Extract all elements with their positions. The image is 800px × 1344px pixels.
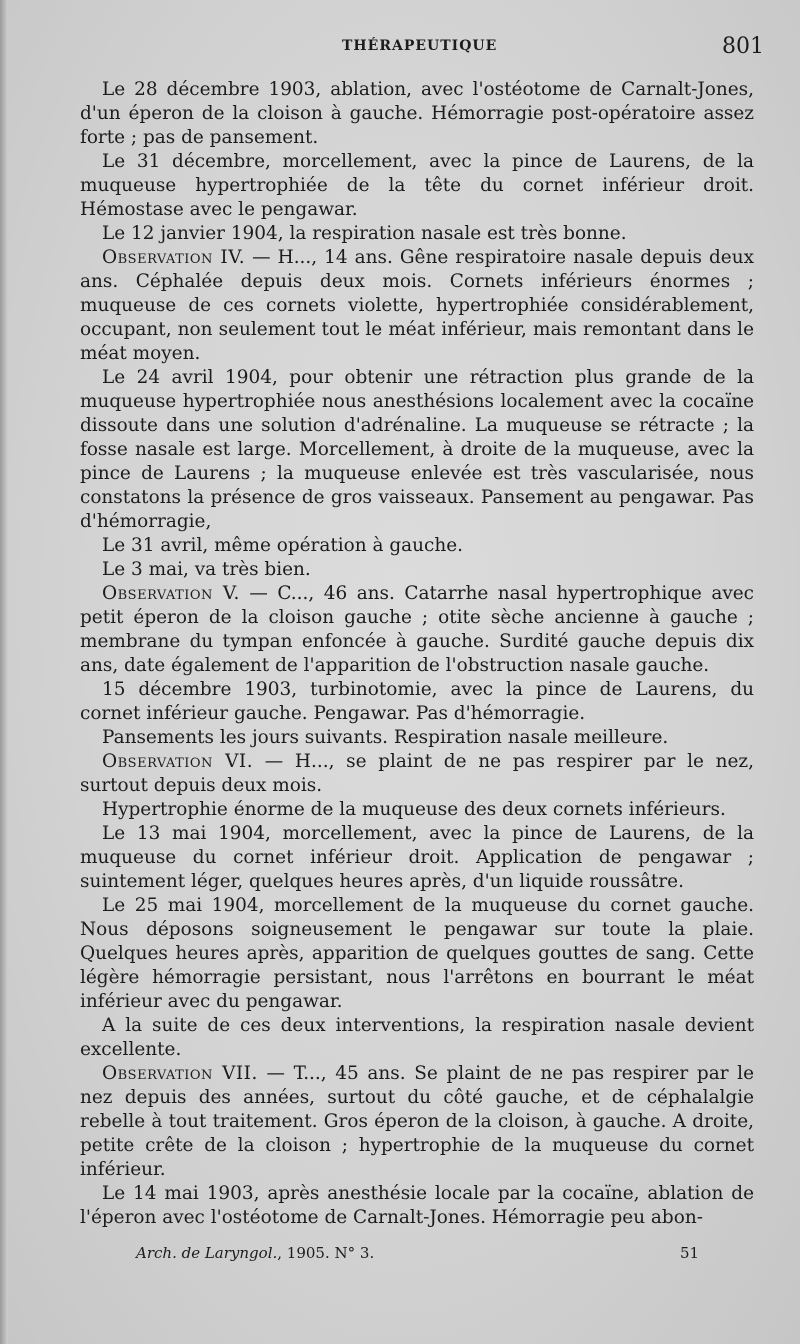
- paragraph: [80, 1182, 754, 1230]
- paragraph: [80, 222, 754, 246]
- paragraph-text: Le 28 décembre 1903, ablation, avec l'ostéotome de Carnalt-Jones, d'un éperon de la cloison à gauche. Hémorragie post-opératoire assez forte ; pas de pansement.: [80, 79, 754, 148]
- page-number: 801: [722, 34, 764, 59]
- journal-issue: , 1905. N° 3.: [277, 1244, 375, 1262]
- paragraph: [80, 894, 754, 1014]
- paragraph: [80, 822, 754, 894]
- paragraph: [80, 798, 754, 822]
- page-header: [0, 36, 800, 64]
- paragraph: [80, 1014, 754, 1062]
- observation-heading: Observation VII.: [102, 1063, 258, 1084]
- paragraph-text: — H..., se plaint de ne pas respirer par le nez, surtout depuis deux mois.: [80, 751, 754, 796]
- paragraph: [80, 750, 754, 798]
- page-footer: [0, 1244, 800, 1268]
- paragraph: [80, 366, 754, 534]
- paragraph: [80, 558, 754, 582]
- paragraph: [80, 726, 754, 750]
- paragraph-text: Hypertrophie énorme de la muqueuse des deux cornets inférieurs.: [102, 799, 726, 820]
- signature-mark: 51: [680, 1244, 700, 1262]
- page-binding-shadow: [0, 0, 8, 1344]
- paragraph: [80, 534, 754, 558]
- paragraph-text: Le 12 janvier 1904, la respiration nasale est très bonne.: [102, 223, 627, 244]
- paragraph-text: — C..., 46 ans. Catarrhe nasal hypertrophique avec petit éperon de la cloison gauche ; otite sèche ancienne à gauche ; membrane du tympan enfoncée à gauche. Surdité gauche depuis dix ans, date également de l'apparition de l'obstruction nasale gauche.: [80, 583, 754, 676]
- body-text: [80, 78, 754, 1230]
- paragraph-text: Le 31 décembre, morcellement, avec la pince de Laurens, de la muqueuse hypertrophiée de la tête du cornet inférieur droit. Hémostase avec le pengawar.: [80, 151, 754, 220]
- paragraph-text: A la suite de ces deux interventions, la respiration nasale devient excellente.: [80, 1015, 754, 1060]
- paragraph: [80, 678, 754, 726]
- paragraph-text: — T..., 45 ans. Se plaint de ne pas respirer par le nez depuis des années, surtout du côté gauche, et de céphalalgie rebelle à tout traitement. Gros éperon de la cloison, à gauche. A droite, petite crête de la cloison ; hypertrophie de la muqueuse du cornet inférieur.: [80, 1063, 754, 1180]
- journal-reference: [136, 1244, 374, 1262]
- paragraph-text: Le 14 mai 1903, après anesthésie locale par la cocaïne, ablation de l'éperon avec l'ostéotome de Carnalt-Jones. Hémorragie peu abon-: [80, 1183, 754, 1228]
- observation-heading: Observation IV.: [102, 247, 246, 268]
- journal-name: Arch. de Laryngol.: [136, 1244, 278, 1262]
- paragraph: [80, 582, 754, 678]
- paragraph-text: Pansements les jours suivants. Respiration nasale meilleure.: [102, 727, 669, 748]
- paragraph-text: — H..., 14 ans. Gêne respiratoire nasale depuis deux ans. Céphalée depuis deux mois. Cornets inférieurs énormes ; muqueuse de ces cornets violette, hypertrophiée considérablement, occupant, non seulement tout le méat inférieur, mais remontant dans le méat moyen.: [80, 247, 754, 364]
- paragraph-text: Le 3 mai, va très bien.: [102, 559, 311, 580]
- paragraph-text: Le 25 mai 1904, morcellement de la muqueuse du cornet gauche. Nous déposons soigneusement le pengawar sur toute la plaie. Quelques heures après, apparition de quelques gouttes de sang. Cette légère hémorragie persistant, nous l'arrêtons en bourrant le méat inférieur avec du pengawar.: [80, 895, 754, 1012]
- paragraph-text: Le 13 mai 1904, morcellement, avec la pince de Laurens, de la muqueuse du cornet inférieur droit. Application de pengawar ; suintement léger, quelques heures après, d'un liquide roussâtre.: [80, 823, 754, 892]
- paragraph-text: Le 24 avril 1904, pour obtenir une rétraction plus grande de la muqueuse hypertrophiée nous anesthésions localement avec la cocaïne dissoute dans une solution d'adrénaline. La muqueuse se rétracte ; la fosse nasale est large. Morcellement, à droite de la muqueuse, avec la pince de Laurens ; la muqueuse enlevée est très vascularisée, nous constatons la présence de gros vaisseaux. Pansement au pengawar. Pas d'hémorragie,: [80, 367, 754, 532]
- paragraph: [80, 78, 754, 150]
- observation-heading: Observation VI.: [102, 751, 254, 772]
- paragraph-text: 15 décembre 1903, turbinotomie, avec la pince de Laurens, du cornet inférieur gauche. Pengawar. Pas d'hémorragie.: [80, 679, 754, 724]
- paragraph-text: Le 31 avril, même opération à gauche.: [102, 535, 463, 556]
- paragraph: [80, 150, 754, 222]
- observation-heading: Observation V.: [102, 583, 240, 604]
- running-head: THÉRAPEUTIQUE: [342, 38, 498, 54]
- paragraph: [80, 1062, 754, 1182]
- paragraph: [80, 246, 754, 366]
